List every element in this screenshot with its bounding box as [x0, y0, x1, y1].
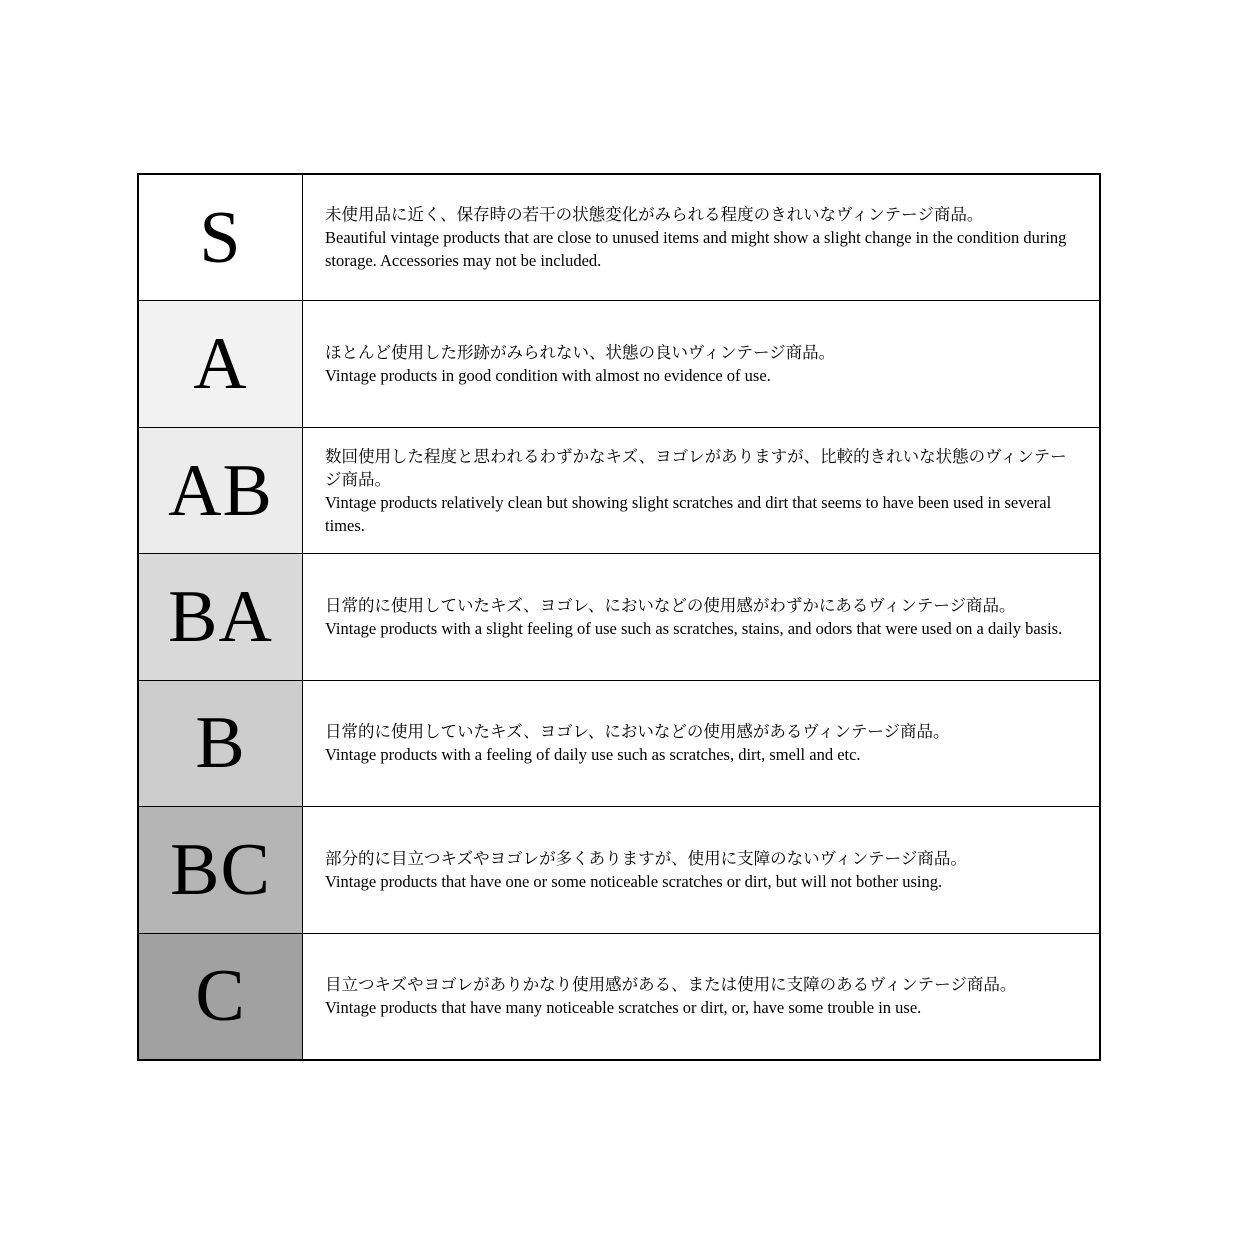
- grade-row-ba: [139, 553, 1099, 679]
- grade-letter-a: A: [193, 323, 248, 406]
- grade-row-bc: [139, 806, 1099, 932]
- grade-cell-a: [139, 301, 303, 426]
- grade-row-s: [139, 175, 1099, 300]
- description-japanese: ほとんど使用した形跡がみられない、状態の良いヴィンテージ商品。: [325, 343, 836, 363]
- grade-letter-b: B: [195, 702, 246, 785]
- grade-cell-s: [139, 175, 303, 300]
- grade-row-a: [139, 300, 1099, 426]
- description-japanese: 日常的に使用していたキズ、ヨゴレ、においなどの使用感があるヴィンテージ商品。: [325, 722, 950, 742]
- description-english: Beautiful vintage products that are close to unused items and might show a slight change in the condition during storage. Accessories may not be included.: [325, 228, 1067, 271]
- description-english: Vintage products with a feeling of daily use such as scratches, dirt, smell and etc.: [325, 745, 861, 765]
- grade-row-c: [139, 933, 1099, 1059]
- description-cell-ab: [303, 428, 1099, 553]
- description-japanese: 数回使用した程度と思われるわずかなキズ、ヨゴレがありますが、比較的きれいな状態のヴィンテージ商品。: [325, 446, 1067, 489]
- grade-letter-s: S: [199, 196, 242, 279]
- grade-cell-bc: [139, 807, 303, 932]
- description-english: Vintage products relatively clean but showing slight scratches and dirt that seems to have been used in several times.: [325, 492, 1052, 535]
- description-english: Vintage products with a slight feeling of use such as scratches, stains, and odors that were used on a daily basis.: [325, 618, 1063, 638]
- description-japanese: 目立つキズやヨゴレがありかなり使用感がある、または使用に支障のあるヴィンテージ商品。: [325, 975, 1017, 995]
- grade-row-b: [139, 680, 1099, 806]
- grade-letter-ba: BA: [168, 575, 273, 658]
- grade-cell-ab: [139, 428, 303, 553]
- description-japanese: 部分的に目立つキズやヨゴレが多くありますが、使用に支障のないヴィンテージ商品。: [325, 848, 967, 868]
- description-cell-a: [303, 301, 1099, 426]
- description-english: Vintage products in good condition with almost no evidence of use.: [325, 366, 771, 386]
- description-english: Vintage products that have one or some noticeable scratches or dirt, but will not bother using.: [325, 871, 943, 891]
- grade-cell-c: [139, 934, 303, 1059]
- description-japanese: 未使用品に近く、保存時の若干の状態変化がみられる程度のきれいなヴィンテージ商品。: [325, 205, 984, 225]
- grade-letter-c: C: [195, 955, 246, 1038]
- description-cell-s: [303, 175, 1099, 300]
- description-cell-bc: [303, 807, 1099, 932]
- description-cell-b: [303, 681, 1099, 806]
- description-cell-c: [303, 934, 1099, 1059]
- grade-letter-ab: AB: [168, 449, 273, 532]
- condition-grade-table: [137, 173, 1101, 1061]
- grade-cell-ba: [139, 554, 303, 679]
- description-cell-ba: [303, 554, 1099, 679]
- grade-cell-b: [139, 681, 303, 806]
- description-japanese: 日常的に使用していたキズ、ヨゴレ、においなどの使用感がわずかにあるヴィンテージ商品。: [325, 595, 1016, 615]
- grade-letter-bc: BC: [170, 828, 271, 911]
- description-english: Vintage products that have many noticeable scratches or dirt, or, have some trouble in use.: [325, 998, 922, 1018]
- grade-row-ab: [139, 427, 1099, 553]
